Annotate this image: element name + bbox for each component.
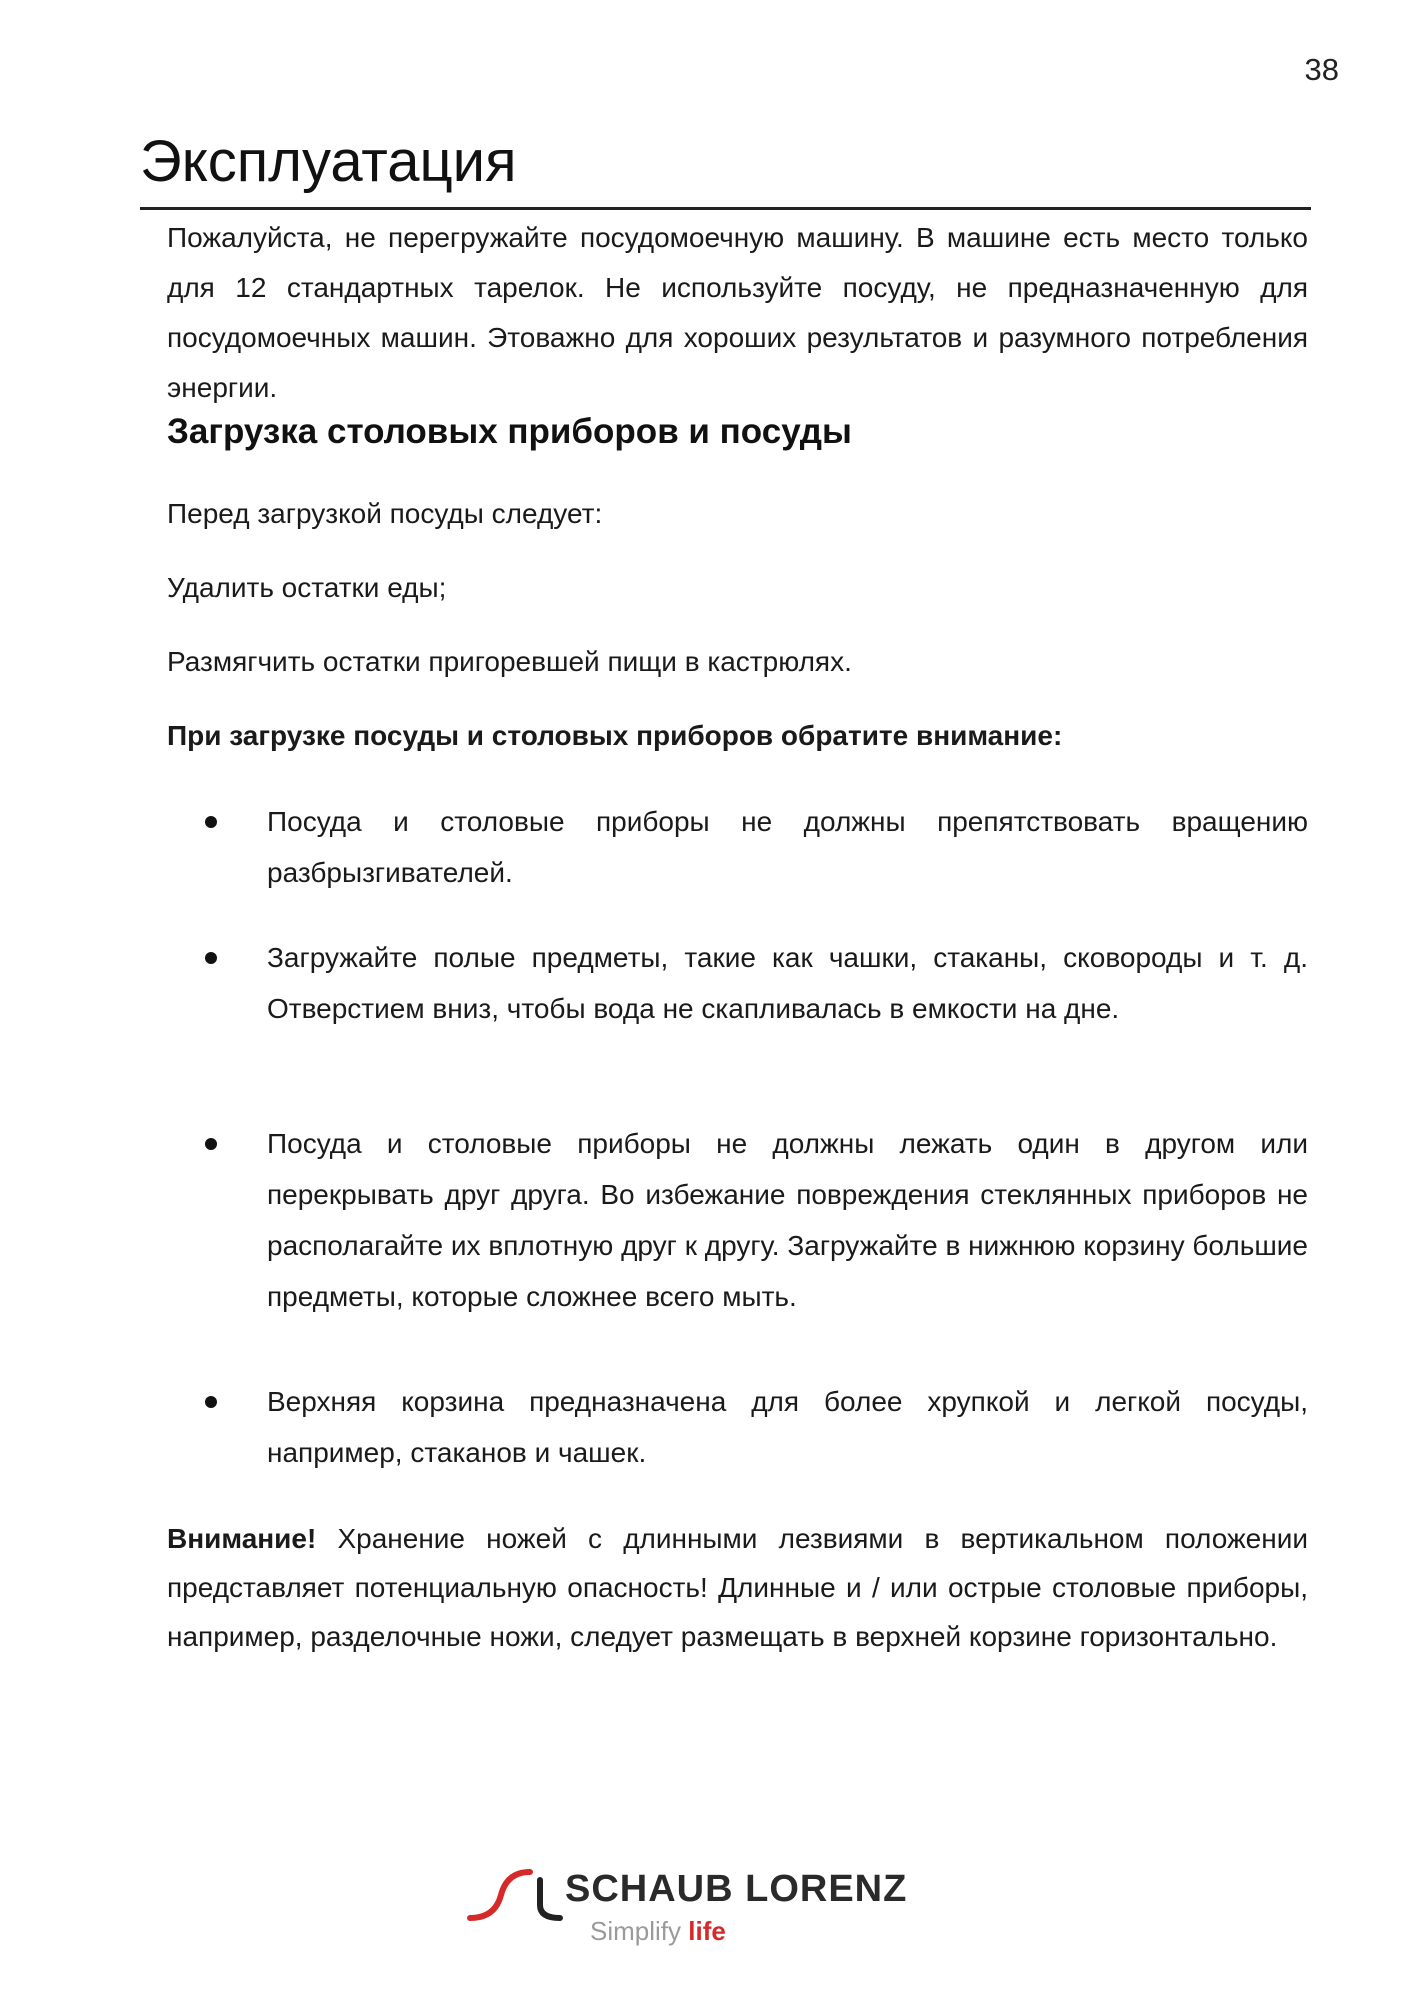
title-divider: [140, 207, 1311, 210]
logo-tagline: [590, 1916, 726, 1947]
list-item: [167, 932, 1308, 1034]
bullet-icon: [205, 1138, 217, 1150]
warning-text: Хранение ножей с длинными лезвиями в вертикальном положении представляет потенциальную опасность! Длинные и / или острые столовые приборы, например, разделочные ножи, следует размещать в верхней корзине горизонтально.: [167, 1523, 1308, 1652]
warning-label: Внимание!: [167, 1523, 317, 1554]
section-heading: Загрузка столовых приборов и посуды: [167, 412, 852, 451]
logo-brand-name: SCHAUB LORENZ: [565, 1868, 908, 1910]
bullet-text: Посуда и столовые приборы не должны лежать один в другом или перекрывать друг друга. Во избежание повреждения стеклянных приборов не располагайте их вплотную друг к другу. Загружайте в нижнюю корзину большие предметы, которые сложнее всего мыть.: [267, 1128, 1308, 1312]
list-item: [167, 1376, 1308, 1478]
intro-paragraph: Пожалуйста, не перегружайте посудомоечную машину. В машине есть место только для 12 стандартных тарелок. Не используйте посуду, не предназначенную для посудомоечных машин. Этоважно для хороших результатов и разумного потребления энергии.: [167, 222, 1308, 403]
step-soften-residue: Размягчить остатки пригоревшей пищи в кастрюлях.: [167, 646, 852, 677]
warning-paragraph: [167, 1514, 1308, 1661]
list-item: [167, 796, 1308, 898]
list-item: [167, 1118, 1308, 1322]
bullet-icon: [205, 952, 217, 964]
before-loading-text: Перед загрузкой посуды следует:: [167, 498, 603, 529]
page-number: 38: [1304, 52, 1339, 87]
bullet-text: Загружайте полые предметы, такие как чашки, стаканы, сковороды и т. д. Отверстием вниз, чтобы вода не скапливалась в емкости на дне.: [267, 942, 1308, 1024]
step-remove-food: Удалить остатки еды;: [167, 572, 447, 603]
logo-mark-icon: [465, 1860, 565, 1940]
attention-heading: При загрузке посуды и столовых приборов обратите внимание:: [167, 720, 1063, 751]
brand-logo: [465, 1860, 908, 1960]
logo-tagline-simplify: Simplify: [590, 1916, 689, 1946]
bullet-icon: [205, 816, 217, 828]
bullet-text: Посуда и столовые приборы не должны препятствовать вращению разбрызгивателей.: [267, 806, 1308, 888]
page-title: Эксплуатация: [140, 129, 517, 194]
bullet-text: Верхняя корзина предназначена для более хрупкой и легкой посуды, например, стаканов и чашек.: [267, 1386, 1308, 1468]
bullet-icon: [205, 1396, 217, 1408]
logo-tagline-life: life: [688, 1916, 726, 1946]
